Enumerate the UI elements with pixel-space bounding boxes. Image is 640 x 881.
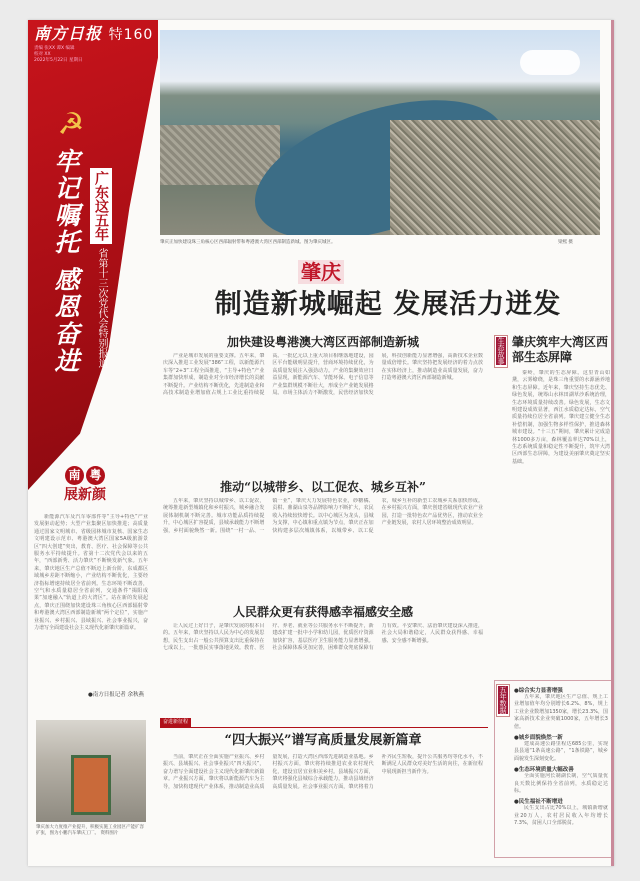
data-item-title: ●城乡面貌焕然一新	[514, 735, 563, 742]
tag-text: 五年数据	[499, 686, 507, 714]
editor-line: 责编 张XX 谭X 编辑	[34, 46, 75, 51]
newspaper-page	[28, 20, 614, 866]
data-item-title: ●生态环境质量大幅改善	[514, 767, 574, 774]
section-title: 加快建设粤港澳大湾区西部制造新城	[226, 335, 419, 349]
section-body: 当前，肇庆正在全面实施产业振兴、乡村振兴、县域振兴、社会事业振兴“四大振兴”，奋力谱写全面建设社会主义现代化新肇庆新篇章。产业振兴方面，肇庆将以新能源汽车为主导，加快构建现代产业体系，推动制造业高质量发展，打造大湾区西部先进制造业基地。乡村振兴方面，肇庆将持续推进农业农村现代化，建设宜居宜业和美乡村。县域振兴方面，肇庆将强化县城综合承载能力，推动县域经济高质量发展。社会事业振兴方面，肇庆将着力补齐民生短板，提升公共服务均等化水平，不断满足人民群众对美好生活的向往，在新征程中展现新担当新作为。	[163, 754, 483, 790]
factory-photo-caption: 肇庆加大力度推产业提升，积极实施工业园区产能扩容扩张，图为小鹏汽车肇庆工厂。 资料图片	[36, 825, 144, 836]
divider	[160, 727, 488, 728]
data-item-text: 五年来，肇庆地区生产总值、规上工业增加值年均分别增长6.2%、8%，规上工业企业数增加1350家，增长23.3%，国家高新技术企业突破1000家，五年增长3倍。	[514, 694, 608, 730]
section-body: 五年来，肇庆坚持以城带乡、以工促农，统筹推进新型城镇化和乡村振兴，城乡融合发展体制机制不断完善。城市功能品质持续提升，中心城区扩容提质，县城承载能力不断增强，乡村面貌焕然一新。围绕“一村一品、一镇一业”，肇庆大力发展特色农业，砂糖橘、贡柑、鼎湖山泉等品牌影响力不断扩大，农民收入持续较快增长。以中心城区为龙头，县城为支撑，中心镇和重点镇为节点，肇庆正在加快构建多层次城镇体系，以城带乡、以工促农，城乡互补的新型工农城乡关系加快形成。在乡村振兴方面，肇庆创建省级现代农业产业园，打造一批特色农产品优势区，推动农业全产业链发展，农村人居环境整治成效明显。	[163, 498, 483, 534]
issue-number: 特160	[108, 27, 154, 43]
series-tag: 广东这五年	[90, 168, 112, 244]
data-item-title: ●民生福祉不断增进	[514, 799, 563, 806]
date-line: 2022年5月22日 星期日	[34, 58, 83, 63]
byline: ●南方日报记者 余秋燕	[88, 692, 145, 698]
data-box-tag	[496, 684, 510, 717]
masthead-name: 南方日报	[34, 24, 103, 43]
data-item-text: 全面实施河长制湖长制，空气质量优良天数比例保持全省前列，水质稳定达标。	[514, 773, 608, 795]
column-logo-char: 粤	[86, 466, 105, 485]
section-title: 推动“以城带乡、以工促农、城乡互补”	[220, 480, 426, 494]
tag-text: 生态故事	[497, 337, 505, 365]
right-column-tag	[494, 335, 508, 368]
party-emblem-icon: ☭	[57, 107, 85, 142]
column-logo	[30, 466, 140, 504]
column-logo-text: 展新颜	[64, 487, 106, 503]
data-item-text: 建成高速公路里程达685公里，实现县县通“1条高速公路”，“1条铁路”，城乡面貌发生深刻变化。	[514, 741, 608, 762]
red-banner	[28, 20, 158, 490]
section-title: “四大振兴”谱写高质量发展新篇章	[224, 733, 422, 748]
section-title: 人民群众更有获得感幸福感安全感	[232, 605, 413, 619]
right-column-title: 肇庆筑牢大湾区西部生态屏障	[512, 335, 609, 364]
page-edge	[611, 20, 614, 866]
city-label: 肇庆	[28, 260, 614, 286]
left-article-body: 新能源汽车及汽车零部件等“主导+特色”产业发展驱动起势；大型产业集聚区加快推进；高质量通过国家文明城市、省级园林城市复核、国家生态文明建设示范市、粤港澳大湾区国家5A级旅游景区“四大创建”突出，教育、医疗、社会保障等公共服务水平持续提升。省第十二次党代会以来的五年，“西部新秀、活力肇庆”不断焕发新气象。五年来，肇庆地区生产总值不断迈上新台阶，东成都区域城乡差距不断缩小，产业结构不断优化，主要经济指标增速持续居全省前列。生态环境不断改善，空气和水质量稳居全省前列，交通条件“揭阳成果”加速融入“轨道上的大湾区”。站在新的发展起点，肇庆正围绕加快建设珠三角核心区西部辐射带和粤港澳大湾区西部制造新城“两个定位”，实施产业振兴、乡村振兴、县域振兴、社会事业振兴，奋力谱写全面建设社会主义现代化新肇庆新篇章。	[34, 514, 148, 632]
section-body: 让人民过上好日子，是肇庆发展的根本目的。五年来，肇庆坚持以人民为中心的发展思想，民生支出占一般公共预算支出比重保持在七成以上，一批惠民实事落地见效。教育、医疗、养老、就业等公共服务水平不断提升，新建改扩建一批中小学和幼儿园，优质医疗资源加快扩容，基层医疗卫生服务能力显著增强。社会保障体系更加完善，困难群众兜底保障有力有效。平安肇庆、法治肇庆建设深入推进，社会大局和谐稳定，人民群众获得感、幸福感、安全感不断增强。	[163, 623, 483, 652]
proofreader-line: 校对 XX	[34, 52, 51, 57]
city-aerial-photo	[160, 30, 600, 235]
photo-credit: 梁熙 摄	[558, 240, 573, 245]
photo-caption: 肇庆正加快建设珠三角核心区西部辐射带和粤港澳大湾区西部制造新城。图为肇庆城区。	[160, 240, 336, 245]
section-body: 产业是城市发展的重要支撑。五年来，肇庆深入推进工业发展“386”工程，以新能源汽车等“2+3”工程全面推进，“主导+特色”产业集群加快形成，制造业对全市经济增长的贡献不断提升。产业结构不断优化，先进制造业和高技术制造业增加值占规上工业比重持续提高。一批亿元以上重大项目相继落地建设，园区平台能级明显提升，营商环境持续优化，为高质量发展注入强劲动力。产业的集聚效应日益显现，新能源汽车、节能环保、电子信息等产业集群规模不断壮大，形成全产业链发展格局。市场主体活力不断激发，民营经济加快发展，科技创新能力显著增强，高新技术企业数量成倍增长。肇庆坚持把发展经济的着力点放在实体经济上，推动制造业高质量发展，奋力打造粤港澳大湾区西部制造新城。	[163, 353, 483, 397]
factory-photo	[36, 720, 146, 822]
masthead-meta	[34, 46, 82, 64]
data-item-title: ●综合实力显著增强	[514, 688, 563, 694]
data-item-text: 民生支出占比70%以上，城镇新增就业20万人，农村居民收入年均增长7.3%，贫困人口全部脱贫。	[514, 805, 608, 827]
data-box-list	[514, 684, 608, 854]
main-headline: 制造新城崛起 发展活力迸发	[214, 289, 562, 320]
right-column-body: 秦岭，肇庆的生态屏障。这里青山如黛，云雾缭绕，是珠三角重要的水源涵养地和生态屏障。近年来，肇庆坚持生态优先、绿色发展，统筹山水林田湖草沙系统治理，生态环境质量持续改善。绿色发展，生态文明建设成效显著，西江水质稳定达标，空气质量持续位居全省前列。肇庆建立健全生态补偿机制，加强生物多样性保护，推进森林城市建设。“十三五”期间，肇庆累计完成造林1000多万亩，森林覆盖率达70%以上，生态系统质量和稳定性不断提升，筑牢大湾区西部生态屏障，为建设美丽肇庆奠定坚实基础。	[512, 370, 610, 465]
section-tag: 奋进新征程	[160, 718, 191, 727]
column-logo-char: 南	[65, 466, 84, 485]
masthead	[34, 24, 153, 45]
slogan: 牢记嘱托 感恩奋进	[51, 148, 80, 375]
series-subtitle: 省第十三次党代会特别报道	[96, 248, 107, 368]
